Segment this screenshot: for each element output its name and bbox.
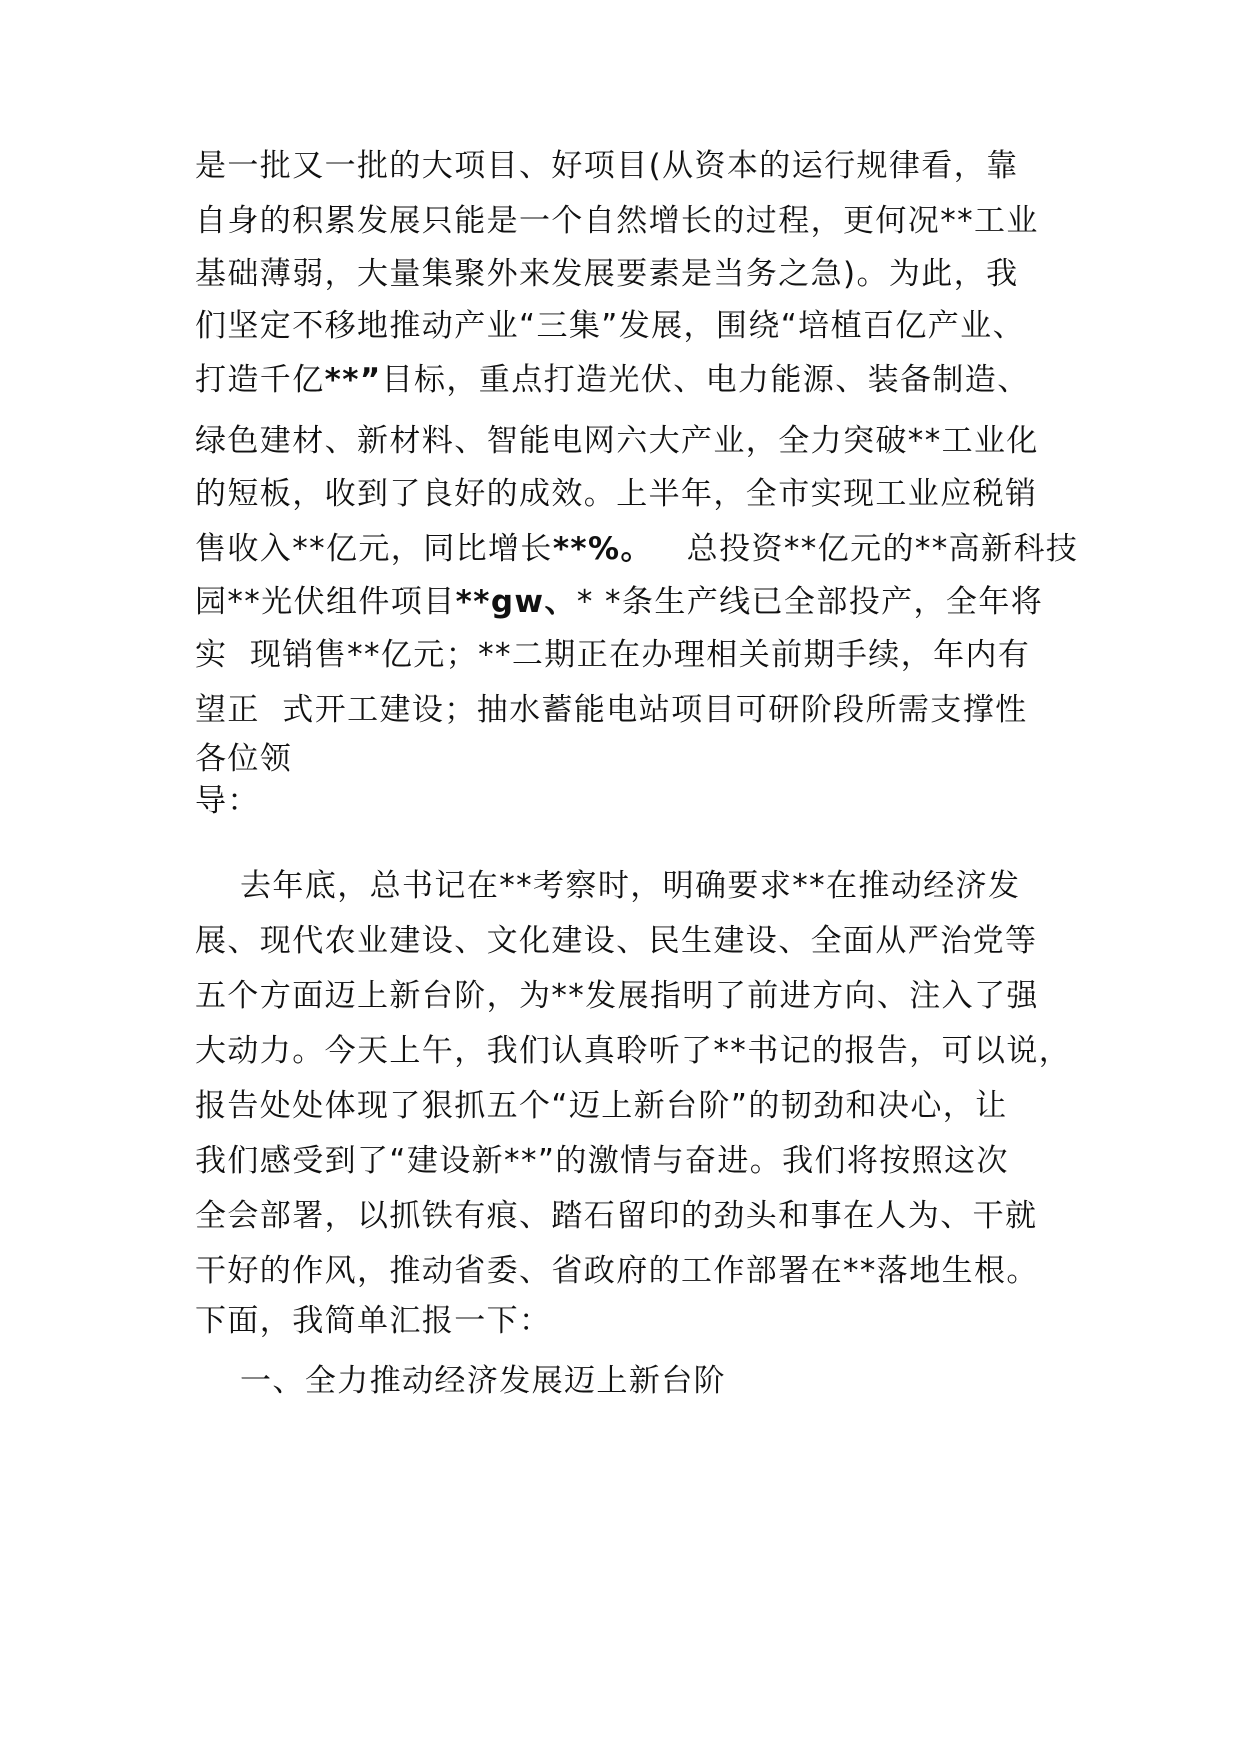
text-segment: 打造千亿: [195, 362, 325, 398]
body-line: 去年底，总书记在**考察时，明确要求**在推动经济发: [195, 868, 1021, 904]
body-line: 报告处处体现了狠抓五个“迈上新台阶”的韧劲和决心，让: [195, 1088, 1008, 1124]
text-segment: 基础薄弱，大量集聚外来发展要素是当务之急)。为此，我: [195, 256, 1019, 292]
text-line: [195, 635, 1030, 675]
body-line: 展、现代农业建设、文化建设、民生建设、全面从严治党等: [195, 923, 1038, 959]
bold-placeholder: **”: [324, 362, 382, 398]
bold-placeholder: **%。: [552, 531, 653, 567]
text-line: [195, 421, 1039, 461]
text-line: [195, 146, 1019, 186]
text-line: [195, 690, 1028, 730]
text-line: [195, 306, 1025, 346]
text-segment: 售收入**亿元，同比增长: [195, 531, 553, 567]
text-segment: 总投资**亿元的**高新科技: [652, 531, 1079, 567]
body-line: 大动力。今天上午，我们认真聆听了**书记的报告，可以说，: [195, 1033, 1072, 1069]
text-line: [195, 529, 1078, 569]
section-heading: 一、全力推动经济发展迈上新台阶: [195, 1363, 727, 1399]
body-line: 五个方面迈上新台阶，为**发展指明了前进方向、注入了强: [195, 978, 1039, 1014]
greeting-line: 各位领: [195, 741, 293, 777]
text-line: [195, 474, 1037, 514]
text-segment: 自身的积累发展只能是一个自然增长的过程，更何况**工业: [195, 203, 1039, 239]
text-segment: 的短板，收到了良好的成效。上半年，全市实现工业应税销: [195, 476, 1038, 512]
body-line: 下面，我简单汇报一下：: [195, 1303, 552, 1339]
text-line: [195, 360, 1030, 400]
text-segment: 绿色建材、新材料、智能电网六大产业，全力突破**工业化: [195, 423, 1039, 459]
text-segment: 目标，重点打造光伏、电力能源、装备制造、: [381, 362, 1030, 398]
text-segment: 们坚定不移地推动产业“三集”发展，围绕“培植百亿产业、: [195, 308, 1025, 344]
body-line: 干好的作风，推动省委、省政府的工作部署在**落地生根。: [195, 1253, 1039, 1289]
text-line: [195, 254, 1019, 294]
bold-placeholder: **gw、: [455, 584, 577, 620]
text-line: [195, 582, 1043, 622]
text-segment: 望正 式开工建设；抽水蓄能电站项目可研阶段所需支撑性: [195, 692, 1028, 728]
body-line: 全会部署，以抓铁有痕、踏石留印的劲头和事在人为、干就: [195, 1198, 1038, 1234]
text-segment: 园**光伏组件项目: [195, 584, 456, 620]
greeting-line: 导：: [195, 783, 260, 819]
text-segment: 是一批又一批的大项目、好项目(从资本的运行规律看，靠: [195, 148, 1019, 184]
text-segment: 实 现销售**亿元；**二期正在办理相关前期手续，年内有: [195, 637, 1031, 673]
body-line: 我们感受到了“建设新**”的激情与奋进。我们将按照这次: [195, 1143, 1009, 1179]
text-line: [195, 201, 1039, 241]
text-segment: * *条生产线已全部投产，全年将: [576, 584, 1044, 620]
